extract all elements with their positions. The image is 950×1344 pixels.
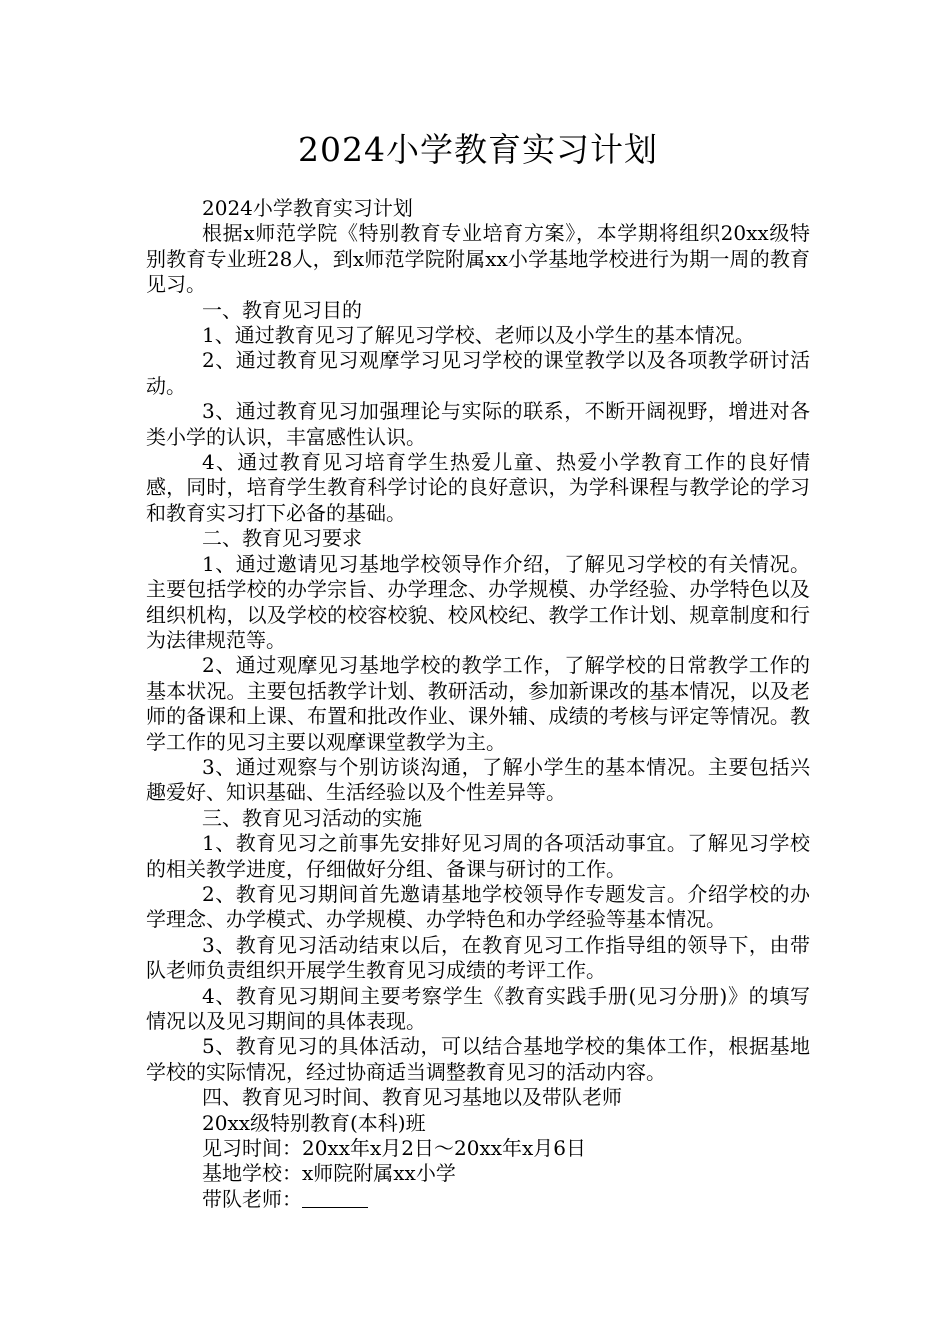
list-item: 2、通过教育见习观摩学习见习学校的课堂教学以及各项教学研讨活动。 — [146, 348, 810, 398]
section-heading-3: 三、教育见习活动的实施 — [202, 805, 422, 830]
list-item: 3、通过教育见习加强理论与实际的联系，不断开阔视野，增进对各类小学的认识，丰富感性认识。 — [146, 399, 810, 449]
teacher-blank-underline — [302, 1189, 368, 1208]
list-item: 2、教育见习期间首先邀请基地学校领导作专题发言。介绍学校的办学理念、办学模式、办学规模、办学特色和办学经验等基本情况。 — [146, 881, 810, 932]
document-page — [146, 0, 810, 1212]
list-item: 5、教育见习的具体活动，可以结合基地学校的集体工作，根据基地学校的实际情况，经过协商适当调整教育见习的活动内容。 — [146, 1034, 810, 1084]
list-item: 1、通过教育见习了解见习学校、老师以及小学生的基本情况。 — [202, 323, 755, 348]
list-item: 4、通过教育见习培育学生热爱儿童、热爱小学教育工作的良好情感，同时，培育学生教育科学讨论的良好意识，为学科课程与教学论的学习和教育实习打下必备的基础。 — [146, 450, 810, 525]
paragraph-intro: 根据x师范学院《特别教育专业培育方案》，本学期将组织20xx级特别教育专业班28人，到x师范学院附属xx小学基地学校进行为期一周的教育见习。 — [146, 221, 810, 297]
document-body — [146, 196, 810, 1212]
list-item: 2、通过观摩见习基地学校的教学工作，了解学校的日常教学工作的基本状况。主要包括教学计划、教研活动，参加新课改的基本情况，以及老师的备课和上课、布置和批改作业、课外辅、成绩的考核与评定等情况。教学工作的见习主要以观摩课堂教学为主。 — [146, 653, 810, 754]
section-heading-1: 一、教育见习目的 — [202, 297, 362, 322]
list-item: 1、通过邀请见习基地学校领导作介绍，了解见习学校的有关情况。主要包括学校的办学宗旨、办学理念、办学规模、办学经验、办学特色以及组织机构，以及学校的校容校貌、校风校纪、教学工作计划、规章制度和行为法律规范等。 — [146, 551, 810, 652]
teacher-line — [146, 1187, 810, 1212]
list-item: 4、教育见习期间主要考察学生《教育实践手册(见习分册)》的填写情况以及见习期间的具体表现。 — [146, 983, 810, 1033]
time-line: 见习时间：20xx年x月2日～20xx年x月6日 — [202, 1136, 587, 1161]
class-line: 20xx级特别教育(本科)班 — [202, 1110, 426, 1135]
list-item: 3、教育见习活动结束以后，在教育见习工作指导组的领导下，由带队老师负责组织开展学生教育见习成绩的考评工作。 — [146, 932, 810, 983]
section-heading-2: 二、教育见习要求 — [202, 526, 362, 551]
school-line: 基地学校：x师院附属xx小学 — [202, 1161, 456, 1186]
list-item: 3、通过观察与个别访谈沟通，了解小学生的基本情况。主要包括兴趣爱好、知识基础、生活经验以及个性差异等。 — [146, 754, 810, 805]
list-item: 1、教育见习之前事先安排好见习周的各项活动事宜。了解见习学校的相关教学进度，仔细做好分组、备课与研讨的工作。 — [146, 831, 810, 881]
paragraph-heading-repeat: 2024小学教育实习计划 — [202, 196, 413, 220]
teacher-label: 带队老师： — [202, 1186, 302, 1211]
section-heading-4: 四、教育见习时间、教育见习基地以及带队老师 — [202, 1085, 622, 1110]
document-title: 2024小学教育实习计划 — [298, 130, 658, 169]
